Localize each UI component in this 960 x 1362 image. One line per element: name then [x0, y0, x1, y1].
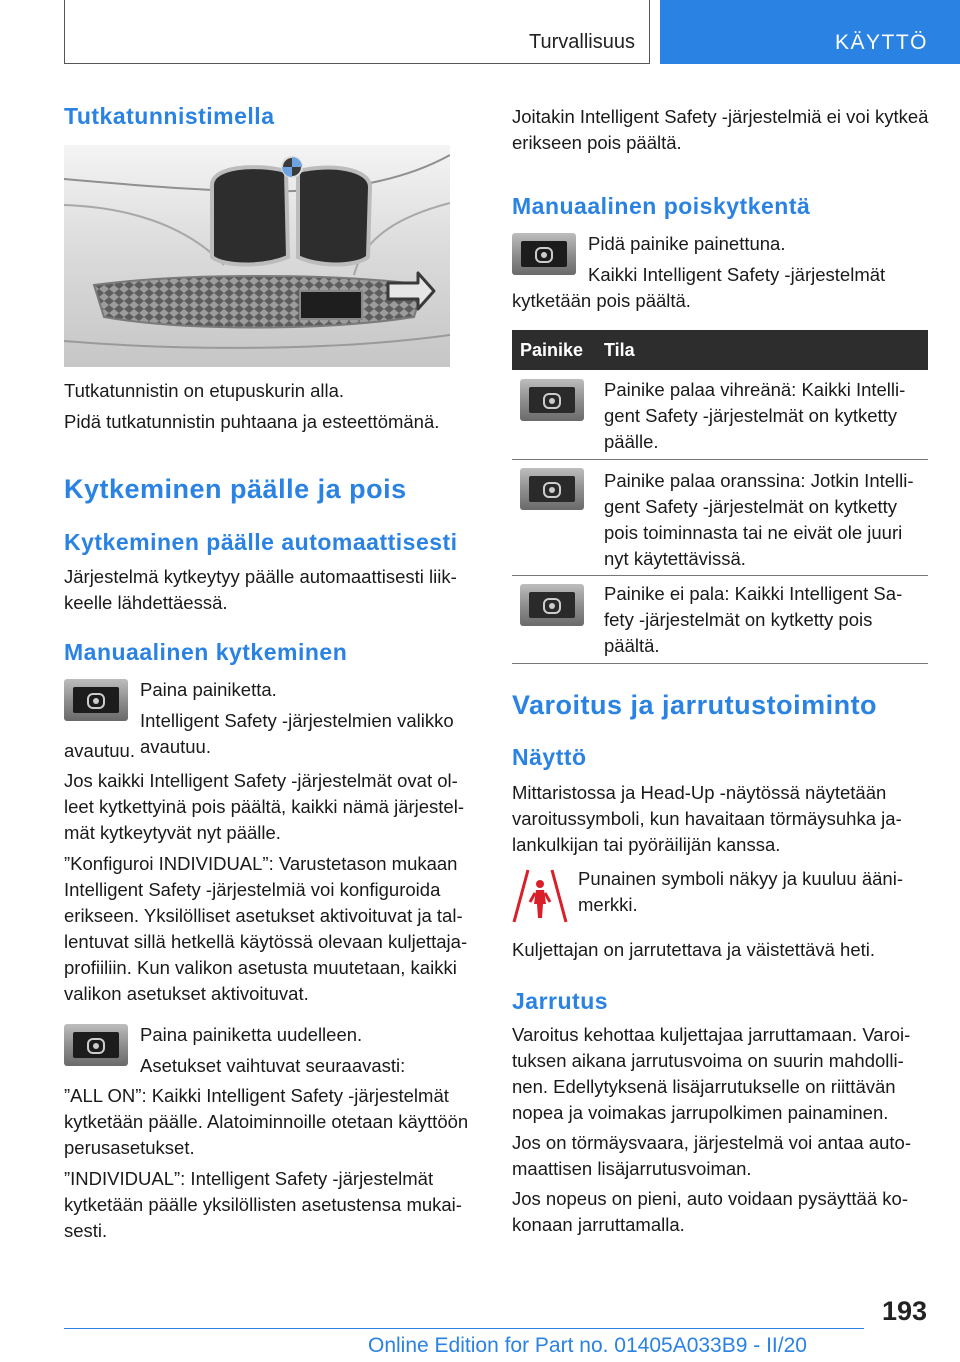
heading-naytto: Näyttö: [512, 744, 587, 770]
text-tormaysvaara: Jos on törmäysvaara, järjestelmä voi antaa automaattisen lisäjarrutusvoiman.: [512, 1132, 911, 1179]
table-header-painike: Painike: [520, 340, 584, 360]
intelligent-safety-button-icon: [520, 584, 584, 626]
heading-tutkatunnistimella: Tutkatunnistimella: [64, 103, 275, 129]
text-pida-painike: Pidä painike painettuna.: [588, 233, 786, 254]
table-row-divider: [512, 459, 928, 460]
heading-automaattisesti: Kytkeminen päälle automaattisesti: [64, 529, 458, 555]
intelligent-safety-button-icon: [520, 379, 584, 421]
header-section-title: Turvallisuus: [529, 31, 635, 53]
header-section-box: [64, 0, 650, 64]
text-individual: ”INDIVIDUAL”: Intelligent Safety -järjestelmät kytketään päälle yksilöllisten asetustensa mukaisesti.: [64, 1168, 462, 1241]
text-paina-uudelleen: Paina painiketta uudelleen.: [140, 1024, 363, 1045]
text-konfiguroi: ”Konfiguroi INDIVIDUAL”: Varustetason mukaan Intelligent Safety -järjestelmiä voi konfiguroida erikseen. Yksilölliset asetukset aktivoituvat ja tallentuvat sillä hetkellä käytössä olevaan kuljettajaprofiiliin. Kun valikon asetusta muutetaan, kaikki valikon asetukset aktivoituvat.: [64, 853, 468, 1004]
text-valikko-avautuu: Intelligent Safety -järjestelmien valikko avautuu.: [140, 710, 454, 757]
text-asetukset-vaihtuvat: Asetukset vaihtuvat seuraavasti:: [140, 1055, 406, 1076]
intelligent-safety-button-icon: [64, 679, 128, 721]
heading-kytkeminen: Kytkeminen päälle ja pois: [64, 474, 407, 504]
table-header-tila: Tila: [604, 340, 635, 360]
pedestrian-warning-icon: [512, 866, 568, 926]
footer-divider: [64, 1328, 864, 1329]
text-mittaristo: Mittaristossa ja Head-Up -näytössä näytetään varoitussymboli, kun havaitaan törmäysuhka jalankulkijan tai pyöräilijän kanssa.: [512, 782, 902, 855]
text-kaikki-pois: Kaikki Intelligent Safety -järjestelmät kytketään pois päältä.: [512, 264, 886, 311]
table-row: Painike palaa vihreänä: Kaikki Intelligent Safety -järjestelmät on kytketty päälle.: [604, 379, 906, 452]
text-tutkatunnistin-location: Tutkatunnistin on etupuskurin alla.: [64, 380, 345, 401]
heading-jarrutus: Jarrutus: [512, 988, 609, 1014]
text-joitakin: Joitakin Intelligent Safety -järjestelmiä ei voi kytkeä erikseen pois päältä.: [512, 106, 929, 153]
radar-sensor-illustration: [64, 145, 450, 367]
heading-manuaalinen: Manuaalinen kytkeminen: [64, 639, 348, 665]
table-row: Painike ei pala: Kaikki Intelligent Safety -järjestelmät on kytketty pois päältä.: [604, 583, 903, 656]
text-jos-kaikki: Jos kaikki Intelligent Safety -järjestelmät ovat olleet kytkettyinä pois päältä, kaikki nämä järjestelmät kytkeytyvät nyt päälle.: [64, 770, 465, 843]
page-number: 193: [881, 1296, 927, 1326]
heading-varoitus: Varoitus ja jarrutustoiminto: [512, 690, 878, 720]
text-valikko-avautuu-cont: avautuu.: [64, 740, 135, 761]
text-punainen-symboli: Punainen symboli näkyy ja kuuluu äänimerkki.: [578, 868, 903, 915]
text-paina-painiketta: Paina painiketta.: [140, 679, 277, 700]
header-chapter-title: KÄYTTÖ: [834, 31, 928, 54]
text-nopeus: Jos nopeus on pieni, auto voidaan pysäyttää kokonaan jarruttamalla.: [512, 1188, 908, 1235]
footer-edition: Online Edition for Part no. 01405A033B9 - II/20: [368, 1334, 807, 1357]
intelligent-safety-button-icon: [520, 468, 584, 510]
table-row-divider: [512, 575, 928, 576]
table-header: [512, 330, 928, 370]
text-all-on: ”ALL ON”: Kaikki Intelligent Safety -järjestelmät kytketään päälle. Alatoiminnoille otetaan käyttöön perusasetukset.: [64, 1085, 469, 1158]
intelligent-safety-button-icon: [64, 1024, 128, 1066]
table-row-divider: [512, 663, 928, 664]
text-kuljettaja: Kuljettajan on jarrutettava ja väistettävä heti.: [512, 939, 876, 960]
table-row: Painike palaa oranssina: Jotkin Intelligent Safety -järjestelmät on kytketty pois toiminnasta tai ne eivät ole juuri nyt käytettävissä.: [604, 470, 914, 569]
text-automaattisesti: Järjestelmä kytkeytyy päälle automaattisesti liikkeelle lähdettäessä.: [64, 566, 457, 613]
text-varoitus-kehottaa: Varoitus kehottaa kuljettajaa jarruttamaan. Varoituksen aikana jarrutusvoima on suurin mahdollinen. Edellytyksenä lisäjarrutukselle on riittävän nopea ja voimakas jarrupolkimen painaminen.: [512, 1024, 911, 1123]
header-chapter-tab: [660, 0, 960, 64]
heading-poiskytkenta: Manuaalinen poiskytkentä: [512, 193, 811, 219]
text-tutkatunnistin-clean: Pidä tutkatunnistin puhtaana ja esteettömänä.: [64, 411, 440, 432]
